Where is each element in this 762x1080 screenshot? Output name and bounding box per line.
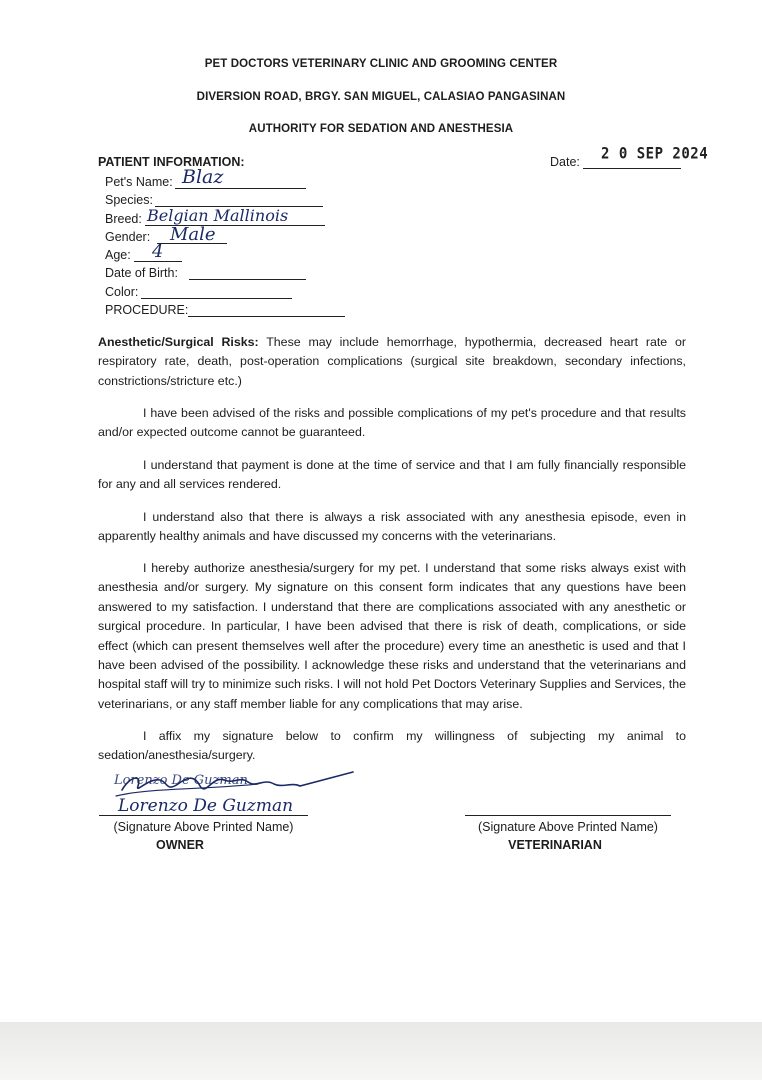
dob-line bbox=[189, 279, 306, 280]
paragraph-payment: I understand that payment is done at the time of service and that I am fully financially responsible for any and all services rendered. bbox=[98, 458, 686, 492]
age-value: 4 bbox=[152, 241, 164, 262]
owner-role: OWNER bbox=[156, 838, 204, 852]
paper-edge-shadow bbox=[0, 1022, 762, 1080]
date-line bbox=[583, 168, 681, 169]
species-label: Species: bbox=[105, 193, 153, 207]
gender-label: Gender: bbox=[105, 230, 151, 244]
pet-name-value: Blaz bbox=[182, 166, 224, 188]
owner-caption: (Signature Above Printed Name) bbox=[113, 820, 294, 834]
owner-signature-line bbox=[99, 815, 308, 816]
date-label: Date: bbox=[550, 155, 580, 169]
color-label: Color: bbox=[105, 285, 139, 299]
vet-caption: (Signature Above Printed Name) bbox=[478, 820, 658, 834]
paragraph-authorization: I hereby authorize anesthesia/surgery for my pet. I understand that some risks always exist with anesthesia and/or surgery. My signature on this consent form indicates that any questions have been answered to my satisfaction. I understand that there are complications associated with any anesthetic or surgical procedure. In particular, I have been advised that there is risk of death, complications, or side effect (which can present themselves well after the procedure) every time an anesthetic is used and that I have been advised of the possibility. I acknowledge these risks and understand that the veterinarians and hospital staff will try to minimize such risks. I will not hold Pet Doctors Veterinary Supplies and Services, the veterinarians, or any staff member liable for any complications that may arise. bbox=[98, 561, 686, 711]
clinic-address: DIVERSION ROAD, BRGY. SAN MIGUEL, CALASIAO PANGASINAN bbox=[196, 91, 566, 103]
pet-name-label: Pet's Name: bbox=[105, 175, 173, 189]
owner-printed-name: Lorenzo De Guzman bbox=[118, 796, 294, 816]
breed-value: Belgian Mallinois bbox=[147, 206, 289, 225]
risks-paragraph bbox=[98, 333, 686, 391]
age-label: Age: bbox=[105, 248, 131, 262]
pet-name-line bbox=[175, 188, 306, 189]
paragraph-affix-signature: I affix my signature below to confirm my willingness of subjecting my animal to sedation/anesthesia/surgery. bbox=[98, 729, 686, 763]
dob-label: Date of Birth: bbox=[105, 266, 178, 280]
form-title: AUTHORITY FOR SEDATION AND ANESTHESIA bbox=[248, 123, 514, 135]
procedure-label: PROCEDURE: bbox=[105, 303, 189, 317]
risks-heading: Anesthetic/Surgical Risks: bbox=[98, 335, 259, 349]
clinic-name: PET DOCTORS VETERINARY CLINIC AND GROOMING CENTER bbox=[204, 58, 558, 70]
paragraph-risk-episode: I understand also that there is always a risk associated with any anesthesia episode, even in apparently healthy animals and have discussed my concerns with the veterinarians. bbox=[98, 510, 686, 544]
owner-signature-text: Lorenzo De Guzman bbox=[114, 773, 248, 788]
paragraph-advised: I have been advised of the risks and possible complications of my pet's procedure and that results and/or expected outcome cannot be guaranteed. bbox=[98, 406, 686, 440]
color-line bbox=[141, 298, 292, 299]
patient-info-heading: PATIENT INFORMATION: bbox=[98, 155, 245, 169]
date-stamp: 2 0 SEP 2024 bbox=[601, 144, 709, 164]
vet-role: VETERINARIAN bbox=[508, 838, 602, 852]
gender-value: Male bbox=[170, 224, 216, 245]
procedure-line bbox=[188, 316, 345, 317]
breed-label: Breed: bbox=[105, 212, 142, 226]
vet-signature-line bbox=[465, 815, 671, 816]
risks-text: These may include hemorrhage, hypothermia, decreased heart rate or respiratory rate, death, post-operation complications (surgical site breakdown, secondary infections, constrictions/stricture etc.) bbox=[98, 335, 686, 388]
